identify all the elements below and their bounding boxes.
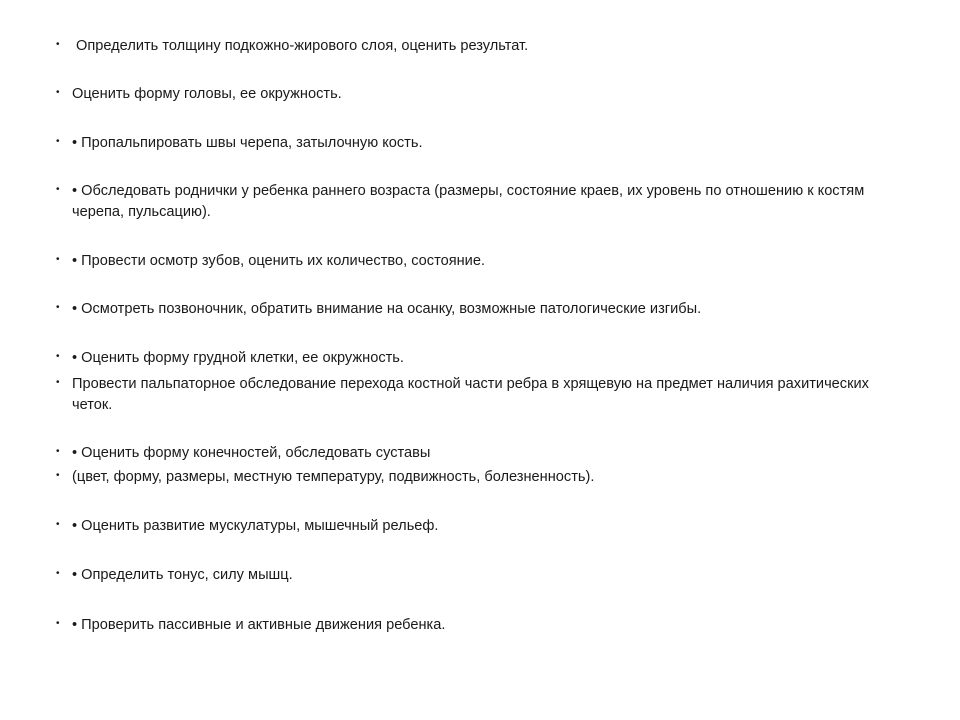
list-item-text: • Определить тонус, силу мышц. [72, 567, 293, 583]
list-item [56, 374, 906, 416]
list-item [56, 467, 906, 488]
list-item-text: Провести пальпаторное обследование перехода костной части ребра в хрящевую на предмет наличия рахитических четок. [72, 376, 869, 413]
bullet-icon: • [56, 39, 60, 50]
list-item [56, 299, 906, 320]
list-item [56, 615, 906, 636]
list-item-text: Оценить форму головы, ее окружность. [72, 86, 342, 102]
list-item [56, 181, 906, 223]
list-item [56, 565, 906, 586]
list-item [56, 133, 906, 154]
list-item-text: • Обследовать роднички у ребенка раннего возраста (размеры, состояние краев, их уровень по отношению к костям черепа, пульсацию). [72, 183, 865, 220]
bullet-icon: • [56, 446, 60, 457]
bullet-icon: • [56, 254, 60, 265]
list-item-text: • Оценить форму конечностей, обследовать суставы [72, 445, 431, 461]
list-item-text: Определить толщину подкожно-жирового слоя, оценить результат. [76, 38, 529, 54]
list-item [56, 443, 906, 464]
bullet-icon: • [56, 618, 60, 629]
list-item-text: • Провести осмотр зубов, оценить их количество, состояние. [72, 253, 486, 269]
bullet-icon: • [56, 351, 60, 362]
list-item-text: • Оценить форму грудной клетки, ее окружность. [72, 350, 404, 366]
list-item-text: • Осмотреть позвоночник, обратить внимание на осанку, возможные патологические изгибы. [72, 301, 702, 317]
list-item [56, 348, 906, 369]
bullet-icon: • [56, 519, 60, 530]
bullet-icon: • [56, 568, 60, 579]
list-item [56, 84, 906, 105]
list-item-text: • Проверить пассивные и активные движения ребенка. [72, 617, 446, 633]
bullet-icon: • [56, 470, 60, 481]
list-item-text: (цвет, форму, размеры, местную температуру, подвижность, болезненность). [72, 469, 595, 485]
list-item [56, 516, 906, 537]
bullet-icon: • [56, 87, 60, 98]
list-item-text: • Пропальпировать швы черепа, затылочную кость. [72, 135, 423, 151]
list-item [56, 36, 906, 57]
list-item [56, 251, 906, 272]
bullet-icon: • [56, 184, 60, 195]
list-item-text: • Оценить развитие мускулатуры, мышечный рельеф. [72, 518, 439, 534]
bullet-icon: • [56, 377, 60, 388]
bullet-icon: • [56, 302, 60, 313]
bullet-icon: • [56, 136, 60, 147]
